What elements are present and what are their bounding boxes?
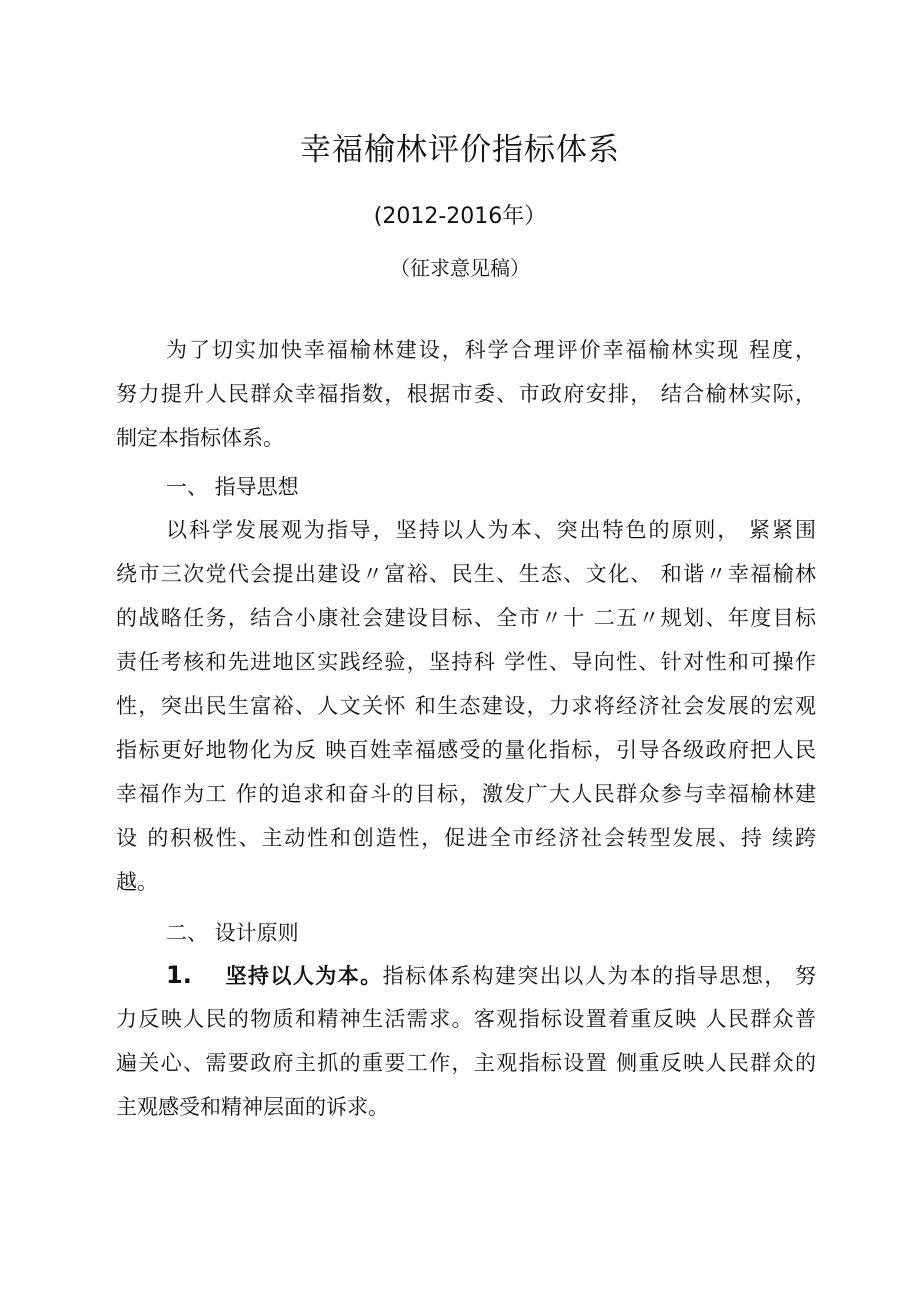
paragraph-line: 绕市三次党代会提出建设〃富裕、民生、生态、文化、 和谐〃幸福榆林 xyxy=(116,562,816,586)
paragraph-line: 以科学发展观为指导，坚持以人为本、突出特色的原则， 紧紧围 xyxy=(166,518,816,542)
paragraph-line: 设 的积极性、主动性和创造性，促进全市经济社会转型发展、持 续跨 xyxy=(116,826,816,850)
paragraph-line: 责任考核和先进地区实践经验，坚持科 学性、导向性、针对性和可操作 xyxy=(116,650,816,674)
paragraph-line: 遍关心、需要政府主抓的重要工作，主观指标设置 侧重反映人民群众的 xyxy=(116,1051,816,1075)
paragraph-line: 主观感受和精神层面的诉求。 xyxy=(116,1095,389,1119)
draft-note: （征求意见稿） xyxy=(390,256,530,280)
paragraph-line: 越。 xyxy=(116,870,158,894)
section-heading-guiding-ideology: 一、 指导思想 xyxy=(166,475,299,499)
paragraph-line: 力反映人民的物质和精神生活需求。客观指标设置着重反映 人民群众普 xyxy=(116,1007,816,1031)
paragraph-line: 为了切实加快幸福榆林建设，科学合理评价幸福榆林实现 程度， xyxy=(166,338,816,362)
paragraph-line: 制定本指标体系。 xyxy=(116,426,284,450)
document-title: 幸福榆林评价指标体系 xyxy=(300,132,620,168)
paragraph-line: 性，突出民生富裕、人文关怀 和生态建设，力求将经济社会发展的宏观 xyxy=(116,694,816,718)
document-years: (2012-2016年） xyxy=(373,204,547,229)
paragraph-line xyxy=(166,960,816,991)
paragraph-line: 的战略任务，结合小康社会建设目标、全市〃十 二五〃规划、年度目标 xyxy=(116,606,816,630)
paragraph-line: 努力提升人民群众幸福指数，根据市委、市政府安排， 结合榆林实际， xyxy=(116,382,816,406)
principle-text: 指标体系构建突出以人为本的指导思想， 努 xyxy=(382,964,816,988)
paragraph-line: 幸福作为工 作的追求和奋斗的目标，激发广大人民群众参与幸福榆林建 xyxy=(116,782,816,806)
paragraph-line: 指标更好地物化为反 映百姓幸福感受的量化指标，引导各级政府把人民 xyxy=(116,738,816,762)
principle-title: 坚持以人为本。 xyxy=(224,964,383,988)
principle-number: 1. xyxy=(166,961,192,989)
section-heading-design-principles: 二、 设计原则 xyxy=(166,921,299,945)
